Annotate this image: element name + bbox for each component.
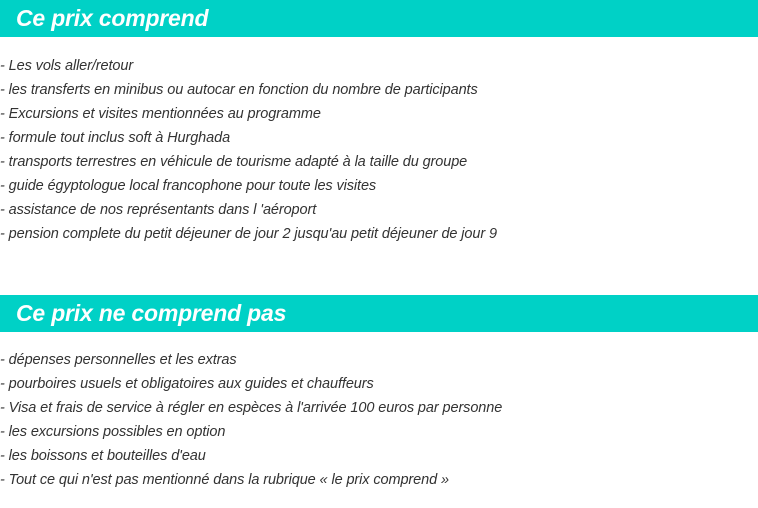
price-includes-list xyxy=(0,54,497,246)
list-item: - les transferts en minibus ou autocar en fonction du nombre de participants xyxy=(0,82,478,98)
list-item: - Tout ce qui n'est pas mentionné dans la rubrique « le prix comprend » xyxy=(0,472,449,488)
price-excludes-header xyxy=(0,295,758,332)
price-excludes-title: Ce prix ne comprend pas xyxy=(16,300,287,326)
price-includes-section xyxy=(0,0,758,242)
list-item: - dépenses personnelles et les extras xyxy=(0,352,237,368)
list-item: - Excursions et visites mentionnées au programme xyxy=(0,106,321,122)
price-includes-header xyxy=(0,0,758,37)
list-item: - pourboires usuels et obligatoires aux guides et chauffeurs xyxy=(0,376,374,392)
price-excludes-section xyxy=(0,295,758,488)
list-item: - pension complete du petit déjeuner de jour 2 jusqu'au petit déjeuner de jour 9 xyxy=(0,226,497,242)
list-item: - les boissons et bouteilles d'eau xyxy=(0,448,206,464)
price-excludes-list xyxy=(0,348,502,492)
list-item: - Les vols aller/retour xyxy=(0,58,134,74)
list-item: - assistance de nos représentants dans l 'aéroport xyxy=(0,202,317,218)
list-item: - Visa et frais de service à régler en espèces à l'arrivée 100 euros par personne xyxy=(0,400,503,416)
list-item: - transports terrestres en véhicule de tourisme adapté à la taille du groupe xyxy=(0,154,468,170)
price-includes-title: Ce prix comprend xyxy=(16,5,209,31)
list-item: - guide égyptologue local francophone pour toute les visites xyxy=(0,178,377,194)
list-item: - formule tout inclus soft à Hurghada xyxy=(0,130,231,146)
list-item: - les excursions possibles en option xyxy=(0,424,226,440)
